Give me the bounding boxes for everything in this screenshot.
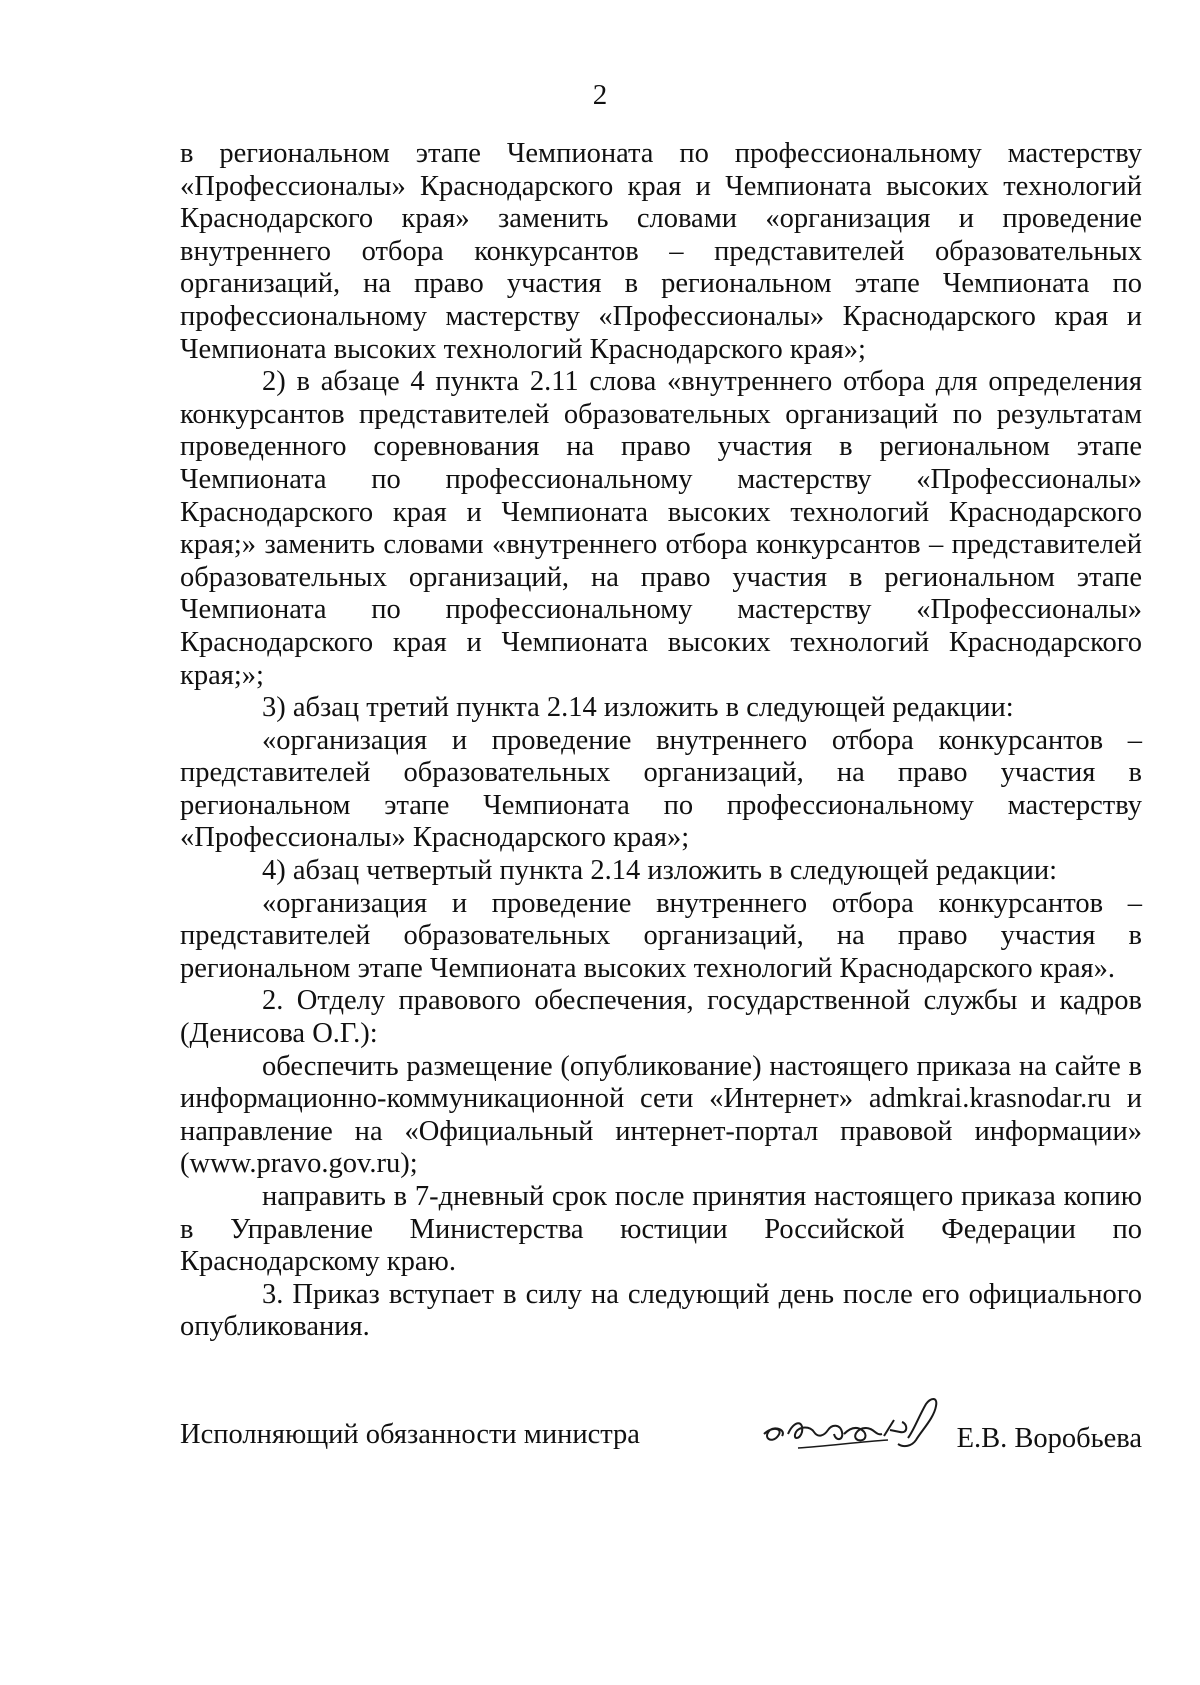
signer-name: Е.В. Воробьева: [956, 1423, 1142, 1454]
document-body: [180, 138, 1142, 1344]
paragraph: обеспечить размещение (опубликование) настоящего приказа на сайте в информационно-коммуникационной сети «Интернет» admkrai.krasnodar.ru и направление на «Официальный интернет-портал правовой информации» (www.pravo.gov.ru);: [180, 1050, 1142, 1180]
page-number: 2: [592, 79, 608, 111]
handwritten-signature: [758, 1390, 958, 1460]
paragraph: 2. Отделу правового обеспечения, государственной службы и кадров (Денисова О.Г.):: [180, 985, 1142, 1050]
signer-title: Исполняющий обязанности министра: [180, 1419, 640, 1450]
paragraph: 4) абзац четвертый пункта 2.14 изложить в следующей редакции:: [262, 855, 1058, 887]
paragraph: «организация и проведение внутреннего отбора конкурсантов – представителей образовательных организаций, на право участия в региональном этапе Чемпионата по профессиональному мастерству «Профессионалы» Краснодарского края»;: [180, 724, 1142, 854]
paragraph: 3) абзац третий пункта 2.14 изложить в следующей редакции:: [262, 692, 1014, 724]
paragraph: 2) в абзаце 4 пункта 2.11 слова «внутреннего отбора для определения конкурсантов представителей образовательных организаций по результатам проведенного соревнования на право участия в региональном этапе Чемпионата по профессиональному мастерству «Профессионалы» Краснодарского края и Чемпионата высоких технологий Краснодарского края;» заменить словами «внутреннего отбора конкурсантов – представителей образовательных организаций, на право участия в региональном этапе Чемпионата по профессиональному мастерству «Профессионалы» Краснодарского края и Чемпионата высоких технологий Краснодарского края;»;: [180, 366, 1142, 691]
paragraph: направить в 7-дневный срок после принятия настоящего приказа копию в Управление Министерства юстиции Российской Федерации по Краснодарскому краю.: [180, 1181, 1142, 1278]
paragraph: в региональном этапе Чемпионата по профессиональному мастерству «Профессионалы» Краснодарского края и Чемпионата высоких технологий Краснодарского края» заменить словами «организация и проведение внутреннего отбора конкурсантов – представителей образовательных организаций, на право участия в региональном этапе Чемпионата по профессиональному мастерству «Профессионалы» Краснодарского края и Чемпионата высоких технологий Краснодарского края»;: [180, 138, 1142, 365]
paragraph: 3. Приказ вступает в силу на следующий день после его официального опубликования.: [180, 1278, 1142, 1343]
signature-block: [180, 1398, 1142, 1468]
paragraph: «организация и проведение внутреннего отбора конкурсантов – представителей образовательных организаций, на право участия в региональном этапе Чемпионата высоких технологий Краснодарского края».: [180, 887, 1142, 984]
